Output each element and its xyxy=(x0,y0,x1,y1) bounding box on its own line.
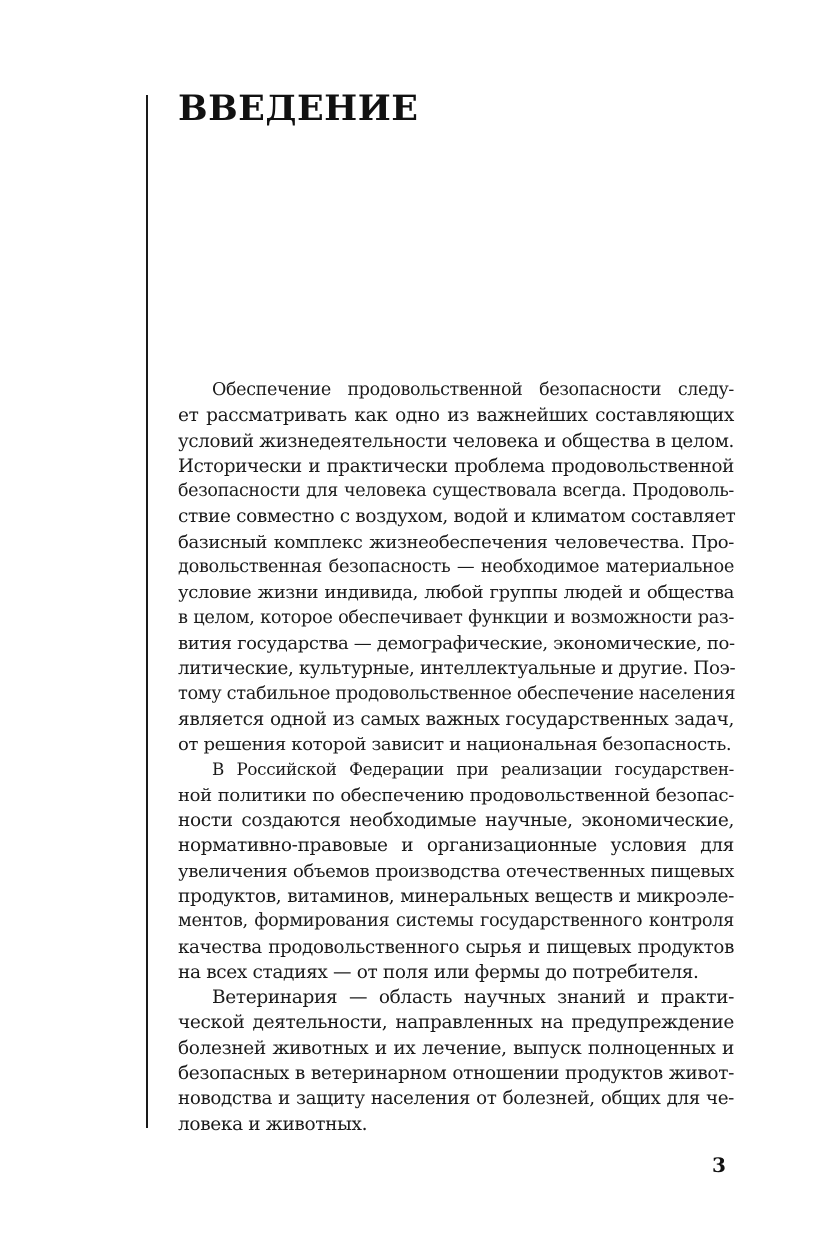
text-line: Обеспечение продовольственной безопасности следу- xyxy=(212,380,734,400)
text-line: ствие совместно с воздухом, водой и климатом составляет xyxy=(178,506,736,528)
paragraph-3 xyxy=(178,985,734,1137)
text-line: довольственная безопасность — необходимое материальное xyxy=(178,557,734,578)
chapter-title: ВВЕДЕНИЕ xyxy=(178,88,419,129)
text-line: ловека и животных. xyxy=(178,1113,368,1135)
text-line: новодства и защиту населения от болезней, общих для че- xyxy=(178,1088,734,1110)
text-line: ности создаются необходимые научные, экономические, xyxy=(178,810,734,832)
text-line: ческой деятельности, направленных на предупреждение xyxy=(178,1012,734,1034)
text-line: вития государства — демографические, экономические, по- xyxy=(178,632,735,654)
text-line: безопасности для человека существовала всегда. Продоволь- xyxy=(178,481,734,502)
text-line: в целом, которое обеспечивает функции и возможности раз- xyxy=(178,607,734,628)
text-line: продуктов, витаминов, минеральных веществ и микроэле- xyxy=(178,885,734,907)
text-line: Ветеринария — область научных знаний и практи- xyxy=(212,987,734,1009)
body-text xyxy=(178,378,734,1137)
text-line: ет рассматривать как одно из важнейших составляющих xyxy=(178,405,734,427)
text-line: безопасных в ветеринарном отношении продуктов живот- xyxy=(178,1063,734,1085)
text-line: увеличения объемов производства отечественных пищевых xyxy=(178,860,734,882)
text-line: Исторически и практически проблема продовольственной xyxy=(178,455,734,477)
text-line: ной политики по обеспечению продовольственной безопас- xyxy=(178,784,734,806)
paragraph-1 xyxy=(178,378,734,757)
paragraph-2 xyxy=(178,757,734,985)
text-line: является одной из самых важных государственных задач, xyxy=(178,708,734,730)
text-line: базисный комплекс жизнеобеспечения человечества. Про- xyxy=(178,531,734,553)
text-line: на всех стадиях — от поля или фермы до потребителя. xyxy=(178,961,699,983)
text-line: ментов, формирования системы государственного контроля xyxy=(178,911,734,932)
text-line: условие жизни индивида, любой группы людей и общества xyxy=(178,582,734,604)
text-line: В Российской Федерации при реализации государствен- xyxy=(212,759,734,780)
text-line: от решения которой зависит и национальная безопасность. xyxy=(178,734,732,756)
text-line: тому стабильное продовольственное обеспечение населения xyxy=(178,683,736,704)
text-line: нормативно-правовые и организационные условия для xyxy=(178,835,734,857)
page-number: 3 xyxy=(712,1153,726,1177)
margin-vertical-rule xyxy=(146,95,148,1128)
text-line: качества продовольственного сырья и пищевых продуктов xyxy=(178,936,734,958)
text-line: условий жизнедеятельности человека и общества в целом. xyxy=(178,430,734,452)
text-line: болезней животных и их лечение, выпуск полноценных и xyxy=(178,1037,734,1059)
text-line: литические, культурные, интеллектуальные и другие. Поэ- xyxy=(178,658,736,680)
